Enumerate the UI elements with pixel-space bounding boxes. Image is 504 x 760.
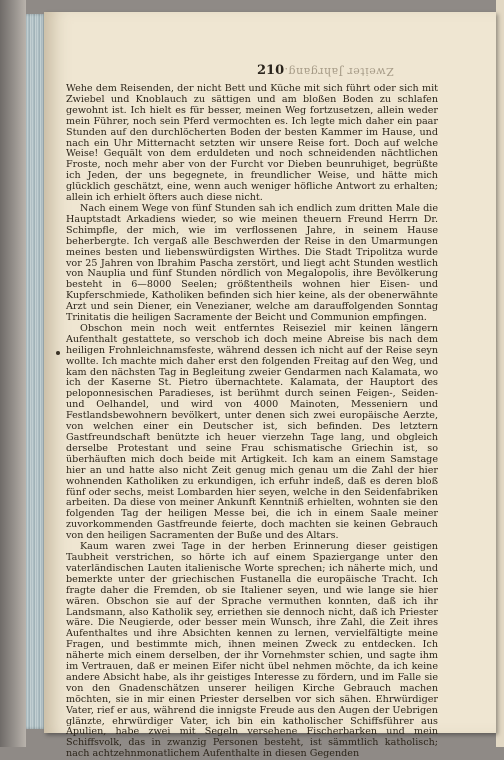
body-text	[66, 84, 438, 760]
page-edges	[26, 14, 46, 729]
paragraph: Nach einem Wege von fünf Stunden sah ich endlich zum dritten Male die Hauptstadt Arkadiens wieder, so wie meinen theuern Freund Herrn Dr. Schimpfle, der mich, wie im verflossenen Jahre, in seinem Hause beherbergte. Ich vergaß alle Beschwerden der Reise in den Umarmungen meines besten und liebenswürdigsten Wirthes. Die Stadt Tripolitza wurde vor 25 Jahren von Ibrahim Pascha zerstört, und liegt acht Stunden westlich von Nauplia und fünf Stunden nördlich von Megalopolis, ihre Bevölkerung besteht in 6—8000 Seelen; größtentheils wohnen hier Eisen- und Kupferschmiede, Katholiken befinden sich hier keine, als der obenerwähnte Arzt und sein Diener, ein Venezianer, welche am darauffolgenden Sonntag Trinitatis die heiligen Sacramente der Beicht und Communion empfingen.	[66, 202, 438, 324]
page-number: 210	[257, 63, 285, 78]
paragraph: Kaum waren zwei Tage in der herben Erinnerung dieser geistigen Taubheit verstrichen, so hörte ich auf einem Spaziergange unter den vaterländischen Lauten italienische Worte sprechen; ich näherte mich, und bemerkte unter der griechischen Fustanella die europäische Tracht. Ich fragte daher die Fremden, ob sie Italiener seyen, und wie lange sie hier wären. Obschon sie auf der Sprache vermuthen konnten, daß ich ihr Landsmann, also Katholik sey, erriethen sie dennoch nicht, daß ich Priester wäre. Die Neugierde, oder besser mein Wunsch, ihre Zahl, die Zeit ihres Aufenthaltes und ihre Absichten kennen zu lernen, vervielfältigte meine Fragen, und bestimmte mich, ihnen meinen Zweck zu entdecken. Ich näherte mich einem derselben, der ihr Vornehmster schien, und sagte ihm im Vertrauen, daß er meinen Eifer nicht übel nehmen möchte, da ich keine andere Absicht habe, als ihr geistiges Interesse zu fördern, und im Falle sie von den Gnadenschätzen unserer heiligen Kirche Gebrauch machen möchten, sie in mir einen Priester derselben vor sich sähen. Ehrwürdiger Vater, rief er aus, während die innigste Freude aus den Augen der Uebrigen glänzte, ehrwürdiger Vater, ich bin ein katholischer Schiffsführer aus Apulien, habe zwei mit Segeln versehene Fischerbarken und mein Schiffsvolk, das in zwanzig Personen besteht, ist sämmtlich katholisch; nach achtzehnmonatlichem Aufenthalte in diesen Gegenden	[66, 541, 438, 760]
book-binding	[0, 0, 26, 747]
facing-page-edge	[496, 0, 504, 747]
page-header	[44, 65, 496, 81]
paragraph: Wehe dem Reisenden, der nicht Bett und Küche mit sich führt oder sich mit Zwiebel und Knoblauch zu sättigen und am bloßen Boden zu schlafen gewohnt ist. Ich hielt es für besser, meinen Weg fortzusetzen, allein weder mein Führer, noch sein Pferd vermochten es. Ich legte mich daher ein paar Stunden auf den durchlöcherten Boden der besten Kammer im Hause, und nach ein Uhr Mitternacht setzten wir unsere Reise fort. Doch auf welche Weise! Gequält von dem erduldeten und noch schneidenden nächtlichen Froste, noch mehr aber von der Furcht vor Dieben beunruhiget, begrüßte ich Jeden, der uns begegnete, in freundlicher Weise, und hätte mich glücklich geschätzt, eine, wenn auch weniger höfliche Antwort zu erhalten; allein ich erhielt öfters auch diese nicht.	[66, 83, 438, 204]
show-through-running-head: Zweiter Jahrgang.	[284, 65, 394, 78]
paragraph: Obschon mein noch weit entferntes Reiseziel mir keinen längern Aufenthalt gestattete, so verschob ich doch meine Abreise bis nach dem heiligen Frohnleichnamsfeste, während dessen ich nicht auf der Reise seyn wollte. Ich machte mich daher erst den folgenden Freitag auf den Weg, und kam den nächsten Tag in Begleitung zweier Gendarmen nach Kalamata, wo ich der Kaserne St. Pietro übernachtete. Kalamata, der Hauptort des peloponnesischen Paradieses, ist berühmt durch seinen Feigen-, Seiden- und Oelhandel, und wird von 4000 Mainoten, Messeniern und Festlandsbewohnern bevölkert, unter denen sich zwei europäische Aerzte, von welchen einer ein Deutscher ist, sich befinden. Des letztern Gastfreundschaft benützte ich heuer vierzehn Tage lang, und obgleich derselbe Protestant und seine Frau schismatische Griechin ist, so überhäuften mich doch beide mit Artigkeit. Ich kam an einem Samstage hier an und hatte also nicht Zeit genug mich genau um die Zahl der hier wohnenden Katholiken zu erkundigen, ich erfuhr indeß, daß es deren bloß fünf oder sechs, meist Lombarden hier seyen, welche in den Seidenfabriken arbeiten. Da diese von meiner Ankunft Kenntniß erhielten, wohnten sie den folgenden Tag der heiligen Messe bei, die ich in einem Saale meiner zuvorkommenden Gastfreunde feierte, doch machten sie keinen Gebrauch von den heiligen Sacramenten der Buße und des Altars.	[66, 322, 438, 542]
margin-mark	[56, 351, 60, 355]
